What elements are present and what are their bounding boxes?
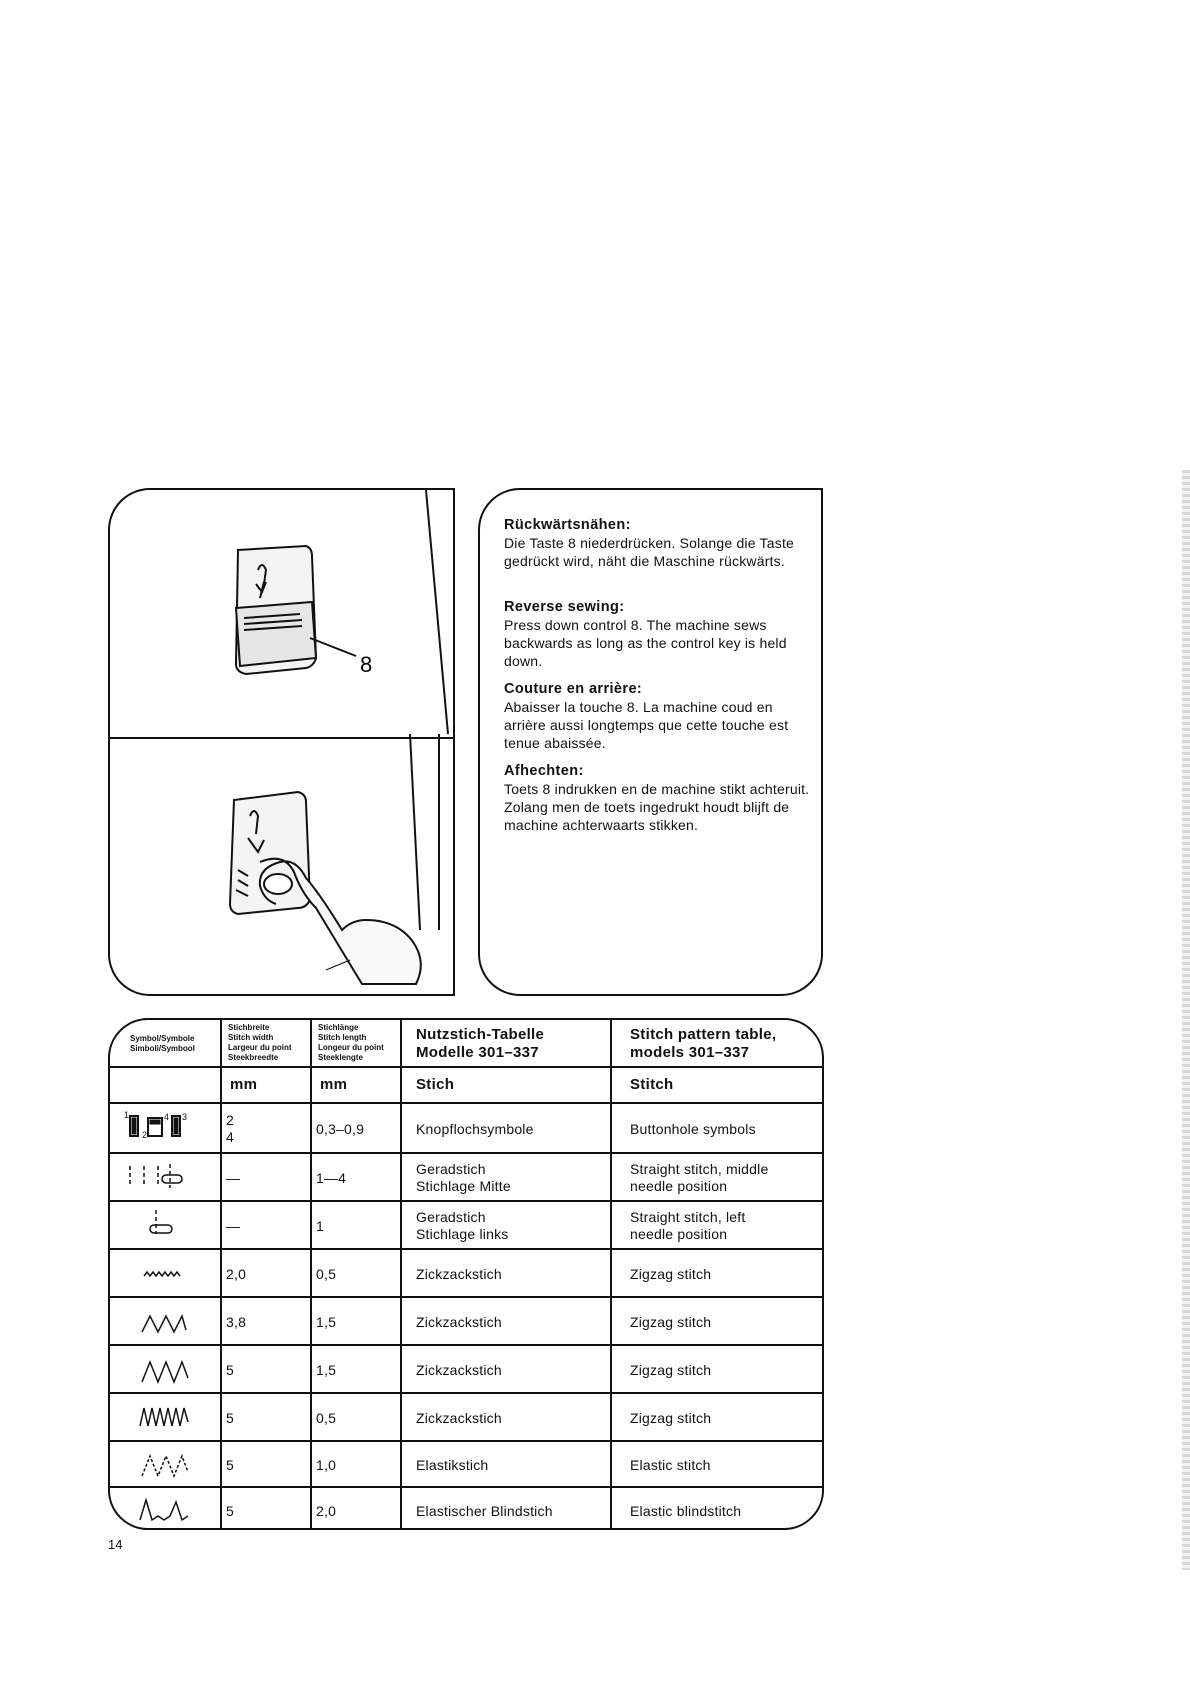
svg-text:1: 1: [124, 1110, 130, 1120]
unit-stitch-german: Stich: [416, 1076, 455, 1093]
header-length: Stichlänge Stitch length Longeur du point Steeklengte: [318, 1023, 384, 1062]
table-row-3-length: 1: [316, 1218, 324, 1234]
table-row-2-length: 1—4: [316, 1170, 347, 1186]
table-row-6-en: Zigzag stitch: [630, 1362, 712, 1378]
heading-french: Couture en arrière:: [504, 681, 643, 697]
table-row-2-width: —: [226, 1170, 241, 1186]
callout-number-8: 8: [360, 652, 373, 677]
heading-english: Reverse sewing:: [504, 599, 625, 615]
instruction-dutch: [504, 762, 814, 834]
table-row-5-width: 3,8: [226, 1314, 247, 1330]
svg-text:2: 2: [142, 1130, 148, 1140]
table-row-2-en: Straight stitch, middle needle position: [630, 1161, 769, 1194]
table-row-4-de: Zickzackstich: [416, 1266, 502, 1282]
table-row-5-de: Zickzackstich: [416, 1314, 502, 1330]
instruction-french: [504, 680, 814, 752]
table-row-2-de: Geradstich Stichlage Mitte: [416, 1161, 511, 1194]
table-row-1-length: 0,3–0,9: [316, 1121, 365, 1137]
reverse-button-illustration: [108, 488, 455, 996]
zigzag-narrow-icon: [144, 1272, 180, 1276]
header-width: Stichbreite Stitch width Largeur du point Steekbreedte: [228, 1023, 292, 1062]
table-row-6-length: 1,5: [316, 1362, 337, 1378]
heading-german: Rückwärtsnähen:: [504, 517, 631, 533]
text-french: Abaisser la touche 8. La machine coud en arrière aussi longtemps que cette touche est tenue abaissée.: [504, 699, 789, 751]
page-number: 14: [108, 1537, 123, 1552]
table-row-8-width: 5: [226, 1457, 234, 1473]
instructions-panel: [478, 488, 823, 996]
svg-text:4: 4: [164, 1112, 170, 1122]
straight-stitch-middle-icon: [130, 1164, 182, 1188]
table-row-1-de: Knopflochsymbole: [416, 1121, 534, 1137]
stitch-pattern-table: [108, 1018, 824, 1530]
finger-pressing-key-icon: [230, 792, 421, 984]
heading-dutch: Afhechten:: [504, 763, 584, 779]
table-row-3-width: —: [226, 1218, 241, 1234]
illustration-drawing: [110, 490, 455, 996]
table-row-9-length: 2,0: [316, 1503, 337, 1519]
table-row-1-en: Buttonhole symbols: [630, 1121, 756, 1137]
table-row-7-length: 0,5: [316, 1410, 337, 1426]
table-row-6-de: Zickzackstich: [416, 1362, 502, 1378]
unit-length: mm: [320, 1076, 348, 1093]
table-row-5-length: 1,5: [316, 1314, 337, 1330]
straight-stitch-left-icon: [150, 1210, 172, 1234]
table-row-7-de: Zickzackstich: [416, 1410, 502, 1426]
blindstitch-icon: [140, 1500, 188, 1520]
table-row-3-en: Straight stitch, left needle position: [630, 1209, 746, 1242]
table-row-9-en: Elastic blindstitch: [630, 1503, 742, 1519]
header-title-german: Nutzstich-Tabelle Modelle 301–337: [416, 1026, 545, 1061]
text-dutch: Toets 8 indrukken en de machine stikt achteruit. Zolang men de toets ingedrukt houdt blijft de machine achterwaarts stikken.: [504, 781, 810, 833]
buttonhole-symbol-icon: [124, 1110, 187, 1140]
table-row-4-length: 0,5: [316, 1266, 337, 1282]
text-english: Press down control 8. The machine sews backwards as long as the control key is held down.: [504, 617, 787, 669]
elastic-stitch-icon: [142, 1456, 188, 1476]
table-row-8-length: 1,0: [316, 1457, 337, 1473]
table-row-9-de: Elastischer Blindstich: [416, 1503, 553, 1519]
zigzag-dense-icon: [140, 1408, 188, 1426]
unit-stitch-english: Stitch: [630, 1076, 674, 1093]
instruction-german: [504, 516, 814, 570]
header-symbol: Symbol/Symbole Simboli/Symbool: [130, 1034, 195, 1053]
table-row-1-width: 2 4: [226, 1112, 234, 1145]
text-german: Die Taste 8 niederdrücken. Solange die Taste gedrückt wird, näht die Maschine rückwärts.: [504, 535, 795, 569]
svg-text:3: 3: [182, 1112, 188, 1122]
scan-edge-shading: [1182, 470, 1190, 1570]
table-row-4-width: 2,0: [226, 1266, 247, 1282]
table-row-5-en: Zigzag stitch: [630, 1314, 712, 1330]
header-title-english: Stitch pattern table, models 301–337: [630, 1026, 777, 1061]
reverse-key-icon: [236, 546, 316, 674]
table-row-6-width: 5: [226, 1362, 234, 1378]
zigzag-medium-icon: [142, 1316, 186, 1332]
unit-width: mm: [230, 1076, 258, 1093]
table-row-8-en: Elastic stitch: [630, 1457, 711, 1473]
instruction-english: [504, 598, 814, 670]
table-row-9-width: 5: [226, 1503, 234, 1519]
table-row-4-en: Zigzag stitch: [630, 1266, 712, 1282]
table-row-8-de: Elastikstich: [416, 1457, 489, 1473]
table-row-7-en: Zigzag stitch: [630, 1410, 712, 1426]
stitch-symbols: [110, 1020, 220, 1530]
table-row-7-width: 5: [226, 1410, 234, 1426]
table-row-3-de: Geradstich Stichlage links: [416, 1209, 509, 1242]
zigzag-wide-icon: [142, 1362, 188, 1382]
